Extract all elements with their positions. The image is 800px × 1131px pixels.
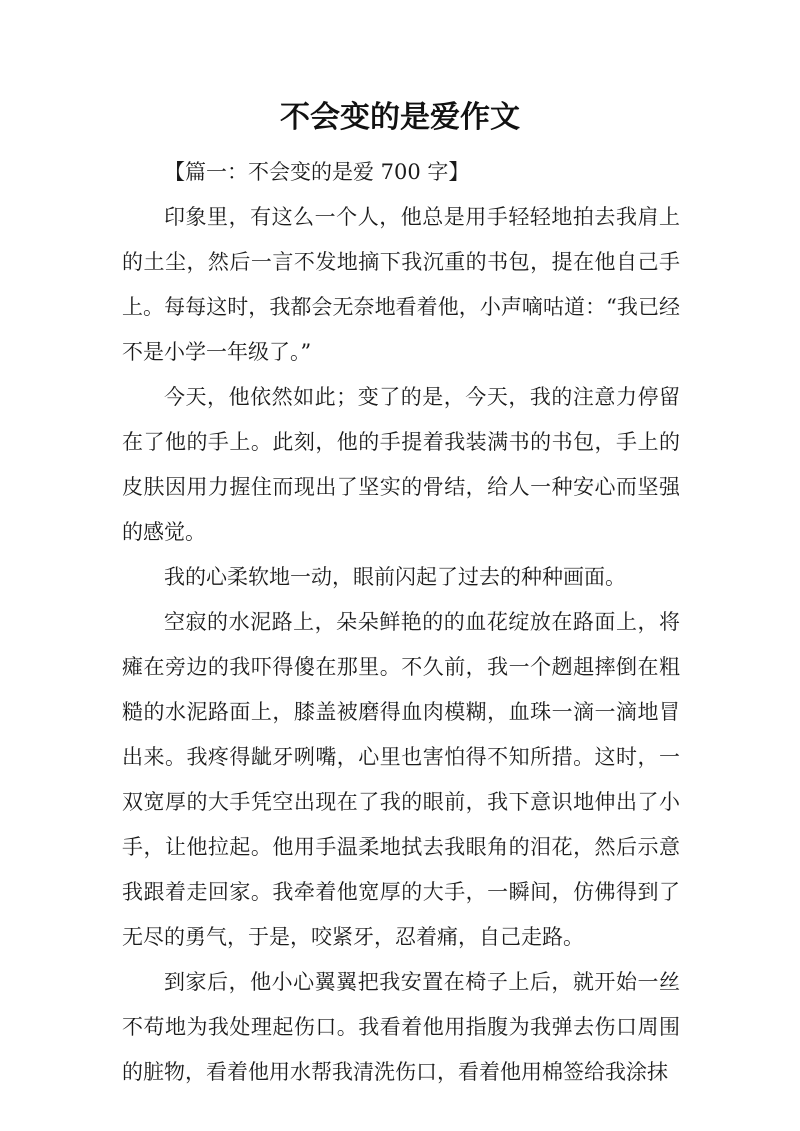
paragraph-4: 空寂的水泥路上，朵朵鲜艳的的血花绽放在路面上，将瘫在旁边的我吓得傻在那里。不久前，我一个趔趄摔倒在粗糙的水泥路面上，膝盖被磨得血肉模糊，血珠一滴一滴地冒出来。我疼得龇牙咧嘴，心里也害怕得不知所措。这时，一双宽厚的大手凭空出现在了我的眼前，我下意识地伸出了小手，让他拉起。他用手温柔地拭去我眼角的泪花，然后示意我跟着走回家。我牵着他宽厚的大手，一瞬间，仿佛得到了无尽的勇气，于是，咬紧牙，忍着痛，自己走路。: [122, 610, 680, 949]
section-heading: 【篇一：不会变的是爱 700 字】: [164, 160, 470, 184]
document-body: [122, 150, 680, 1095]
document-title: 不会变的是爱作文: [280, 100, 520, 135]
paragraph-3: 我的心柔软地一动，眼前闪起了过去的种种画面。: [164, 565, 626, 589]
paragraph-2: 今天，他依然如此；变了的是，今天，我的注意力停留在了他的手上。此刻，他的手提着我装满书的书包，手上的皮肤因用力握住而现出了坚实的骨结，给人一种安心而坚强的感觉。: [122, 385, 680, 544]
paragraph-5: 到家后，他小心翼翼把我安置在椅子上后，就开始一丝不苟地为我处理起伤口。我看着他用指腹为我弹去伤口周围的脏物，看着他用水帮我清洗伤口，看着他用棉签给我涂抹: [122, 970, 680, 1084]
paragraph-1: 印象里，有这么一个人，他总是用手轻轻地拍去我肩上的土尘，然后一言不发地摘下我沉重的书包，提在他自己手上。每每这时，我都会无奈地看着他，小声嘀咕道：“我已经不是小学一年级了。”: [122, 205, 680, 364]
